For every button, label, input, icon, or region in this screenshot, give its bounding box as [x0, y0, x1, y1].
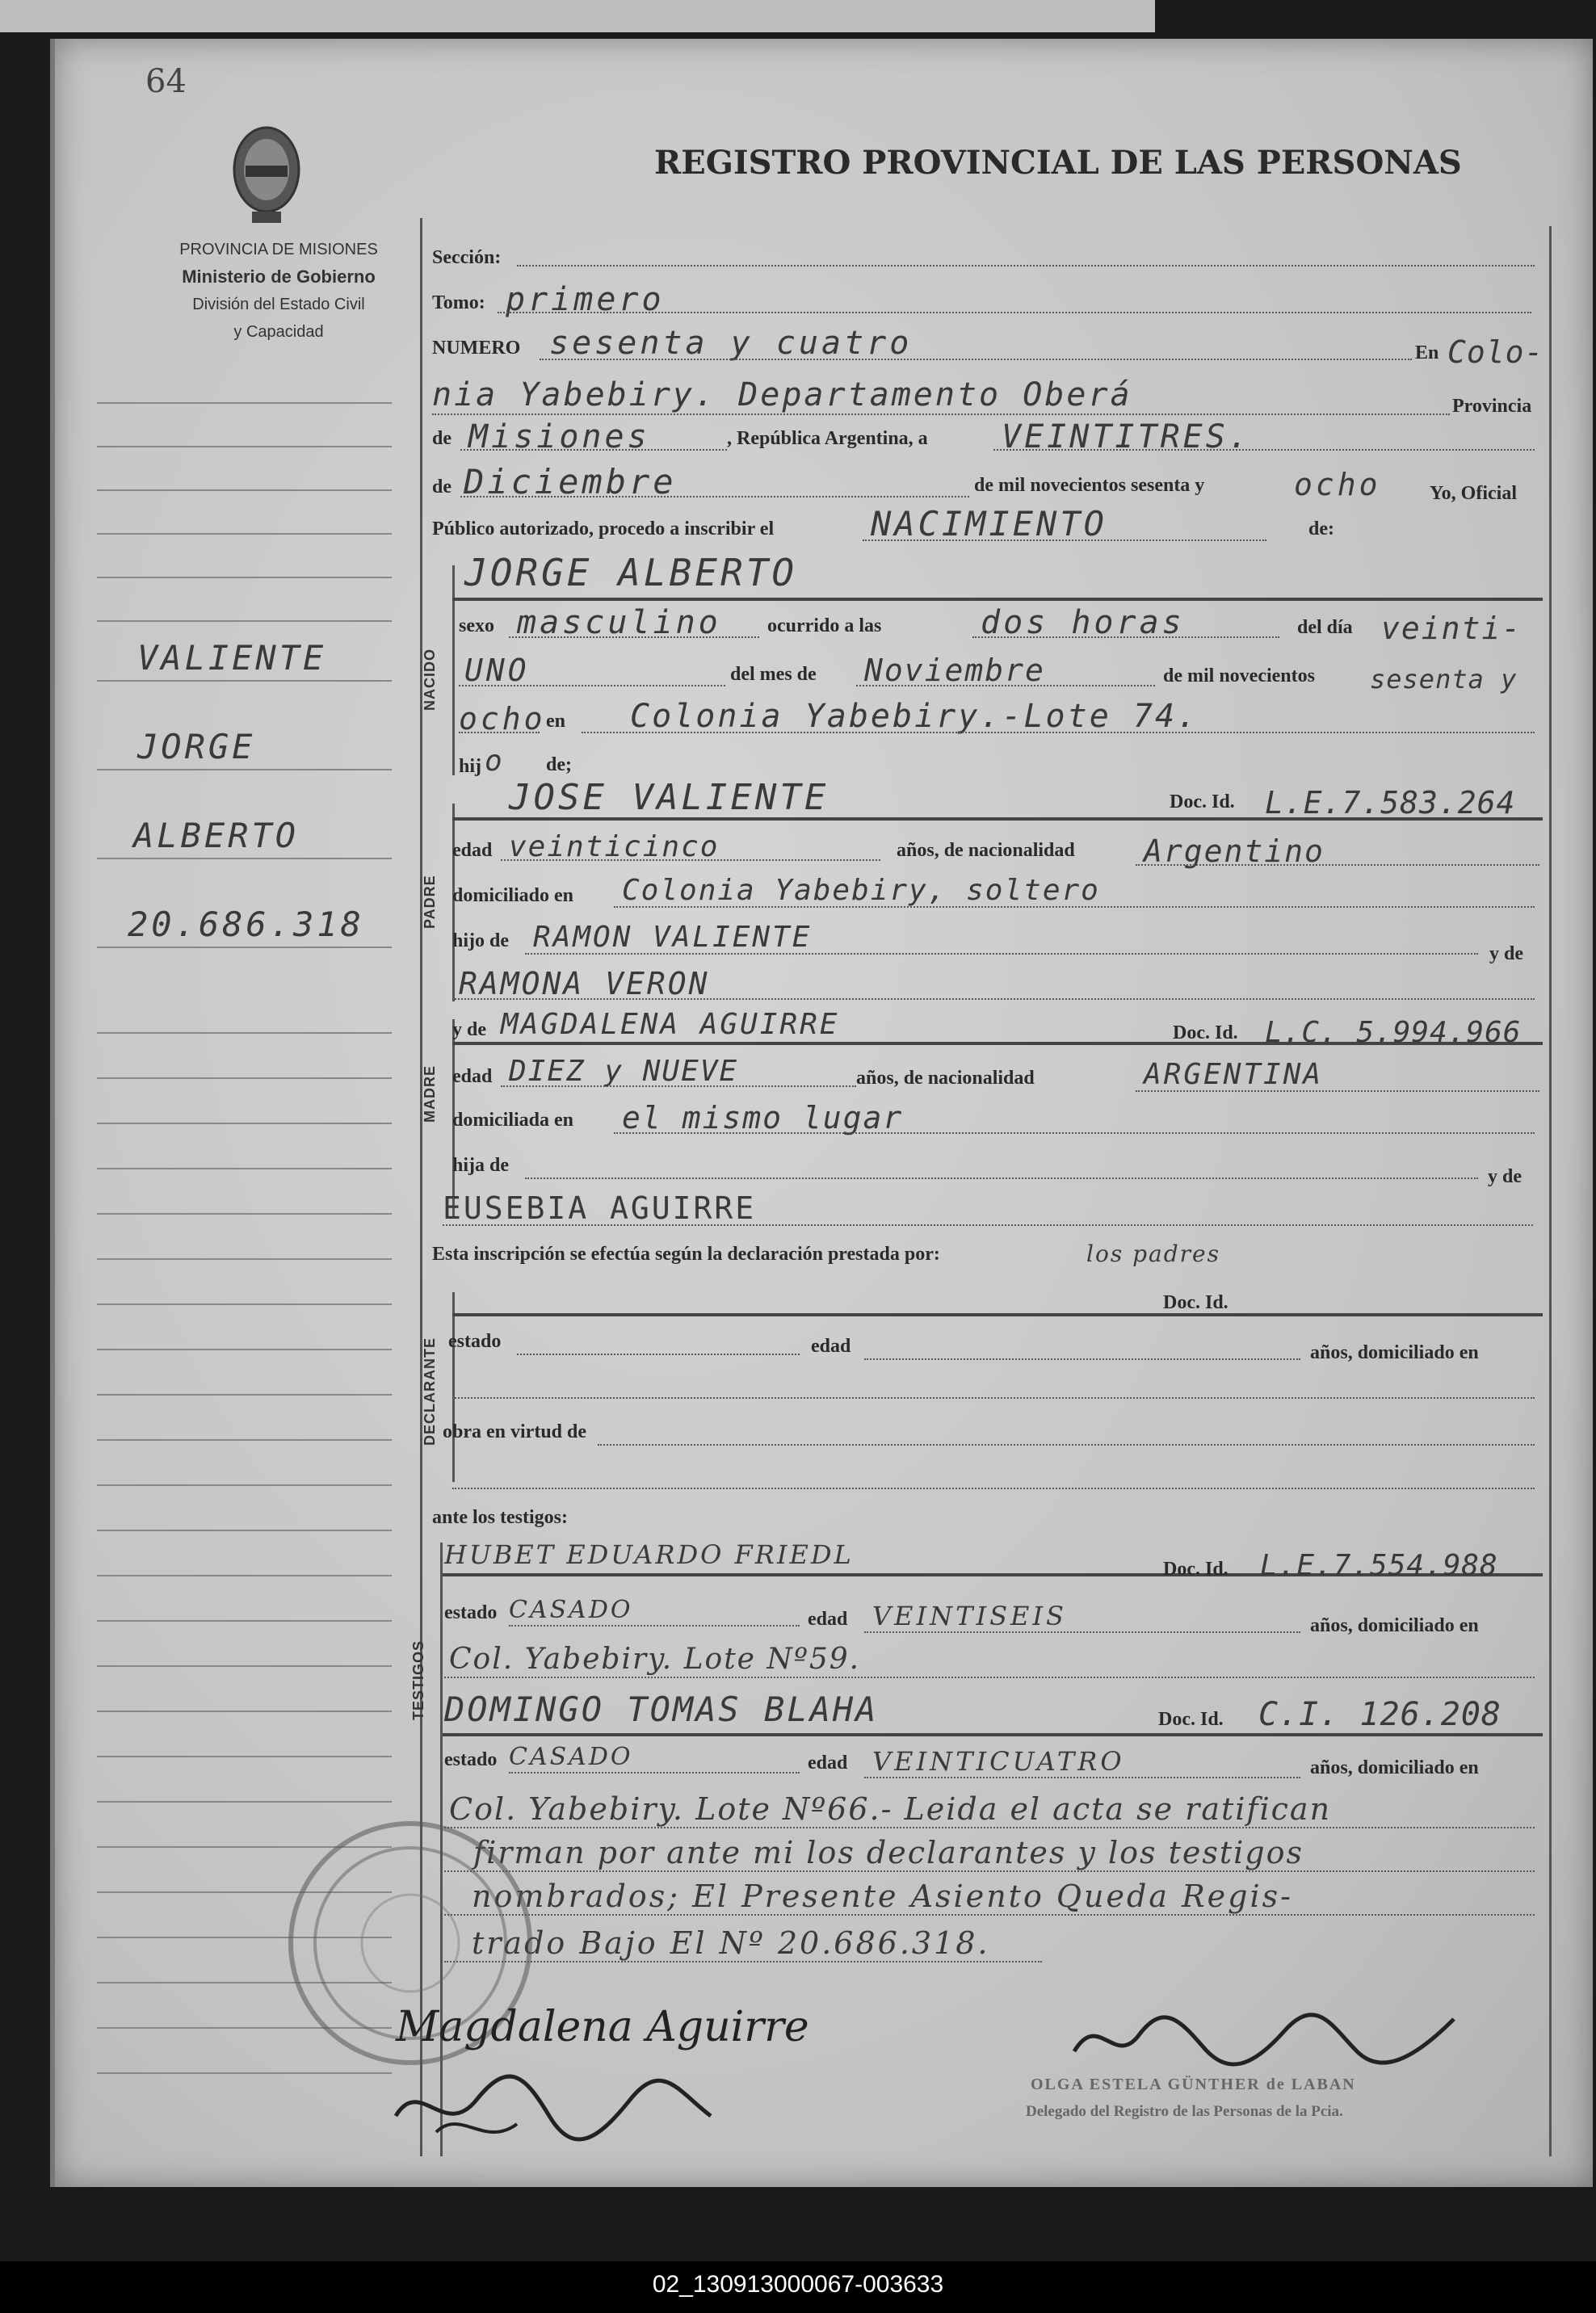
- label-edad-madre: edad: [452, 1066, 493, 1087]
- entry-en-a: Colo-: [1447, 334, 1544, 370]
- entry-cierre-1: firman por ante mi los declarantes y los testigos: [473, 1835, 1304, 1870]
- entry-madre-doc: L.C. 5.994.966: [1265, 1016, 1522, 1049]
- signature-madre: Magdalena Aguirre: [396, 2003, 809, 2051]
- margin-surname: VALIENTE: [137, 638, 327, 678]
- label-anios-dom-testigo1: años, domiciliado en: [1310, 1615, 1479, 1636]
- nacido-border: [452, 565, 455, 775]
- document-title: REGISTRO PROVINCIAL DE LAS PERSONAS: [654, 144, 1462, 182]
- entry-anio: ocho: [1294, 467, 1381, 502]
- label-doc-id-testigo2: Doc. Id.: [1158, 1709, 1224, 1730]
- label-en: En: [1415, 342, 1439, 363]
- label-de-mil-2: de mil novecientos: [1163, 665, 1315, 686]
- label-anios-nac-padre: años, de nacionalidad: [897, 840, 1075, 861]
- label-ocurrido: ocurrido a las: [767, 615, 882, 636]
- office-province: PROVINCIA DE MISIONES: [179, 241, 378, 258]
- label-de: de: [432, 428, 452, 449]
- entry-hijo-suffix: o: [485, 745, 506, 778]
- margin-name-2: ALBERTO: [133, 816, 300, 855]
- entry-cierre-2: nombrados; El Presente Asiento Queda Regis-: [472, 1879, 1293, 1914]
- side-label-nacido: NACIDO: [422, 649, 438, 711]
- label-republica: , República Argentina, a: [727, 428, 928, 449]
- side-label-declarante: DECLARANTE: [422, 1337, 438, 1446]
- page-number: 64: [145, 63, 187, 100]
- label-hijo-de: hijo de: [452, 930, 510, 951]
- coat-of-arms-icon: [228, 121, 305, 226]
- label-doc-id-madre: Doc. Id.: [1173, 1022, 1238, 1043]
- entry-horas: dos horas: [981, 604, 1185, 641]
- signature-scribble-icon: [388, 2059, 727, 2148]
- page-edge: [0, 0, 1155, 32]
- label-y-de: y de: [1489, 943, 1523, 964]
- oficial-name: OLGA ESTELA GÜNTHER de LABAN: [1031, 2076, 1356, 2093]
- label-domiciliado-padre: domiciliado en: [452, 885, 574, 906]
- entry-testigo1-estado: CASADO: [509, 1596, 633, 1624]
- label-estado-declarante: estado: [448, 1331, 502, 1352]
- entry-padre-madre: RAMONA VERON: [459, 966, 710, 1001]
- entry-testigo1-doc: L.E.7.554.988: [1260, 1549, 1498, 1582]
- label-edad-declarante: edad: [811, 1336, 851, 1357]
- entry-madre-nac: ARGENTINA: [1144, 1058, 1324, 1091]
- side-label-madre: MADRE: [422, 1065, 438, 1123]
- label-doc-id-testigo1: Doc. Id.: [1163, 1559, 1228, 1580]
- label-hija-de: hija de: [452, 1155, 510, 1176]
- margin-name-1: JORGE: [137, 727, 256, 766]
- label-de-4: de;: [546, 754, 572, 775]
- label-sexo: sexo: [459, 615, 494, 636]
- entry-madre-madre: EUSEBIA AGUIRRE: [443, 1190, 757, 1226]
- entry-anio-nac-a: sesenta y: [1370, 664, 1518, 695]
- entry-madre: MAGDALENA AGUIRRE: [501, 1008, 840, 1041]
- entry-testigo2-doc: C.I. 126.208: [1258, 1696, 1502, 1733]
- label-numero: NUMERO: [432, 338, 521, 359]
- entry-acto: NACIMIENTO: [871, 504, 1107, 544]
- label-doc-id-padre: Doc. Id.: [1170, 791, 1235, 812]
- entry-sexo: masculino: [517, 604, 721, 641]
- oficial-role: Delegado del Registro de las Personas de la Pcia.: [1026, 2103, 1343, 2120]
- label-doc-id-declarante: Doc. Id.: [1163, 1292, 1228, 1313]
- label-tomo: Tomo:: [432, 292, 485, 313]
- label-del-mes: del mes de: [730, 664, 817, 685]
- entry-padre: JOSE VALIENTE: [509, 777, 830, 818]
- label-de-mil: de mil novecientos sesenta y: [974, 475, 1205, 496]
- label-estado-testigo1: estado: [444, 1602, 498, 1623]
- entry-mes: Diciembre: [464, 462, 677, 502]
- label-hijo: hij: [459, 756, 482, 777]
- entry-dia-nac-a: veinti-: [1381, 611, 1522, 646]
- entry-tomo: primero: [506, 281, 665, 318]
- entry-lugar-nac: Colonia Yabebiry.-Lote 74.: [630, 698, 1199, 735]
- signature-oficial-icon: [1066, 2003, 1470, 2076]
- label-edad-testigo2: edad: [808, 1753, 848, 1774]
- label-seccion: Sección:: [432, 247, 502, 268]
- entry-dia-nac-b: UNO: [464, 653, 530, 688]
- label-del-dia: del día: [1297, 617, 1353, 638]
- entry-testigo2-estado: CASADO: [509, 1743, 633, 1771]
- entry-declarante: los padres: [1086, 1240, 1220, 1267]
- entry-madre-edad: DIEZ y NUEVE: [509, 1055, 739, 1088]
- side-label-padre: PADRE: [422, 875, 438, 929]
- entry-nombre: JORGE ALBERTO: [464, 551, 798, 594]
- label-anios-nac-madre: años, de nacionalidad: [856, 1068, 1035, 1089]
- margin-number: 20.686.318: [128, 905, 364, 944]
- label-publico: Público autorizado, procedo a inscribir el: [432, 518, 775, 539]
- entry-padre-padre: RAMON VALIENTE: [533, 921, 813, 954]
- label-anios-dom-declarante: años, domiciliado en: [1310, 1342, 1479, 1363]
- entry-cierre-3: trado Bajo El Nº 20.686.318.: [472, 1925, 990, 1961]
- entry-anio-nac-b: ocho: [459, 701, 546, 737]
- label-inscripcion: Esta inscripción se efectúa según la declaración prestada por:: [432, 1244, 940, 1265]
- label-y-de-2: y de: [1488, 1166, 1522, 1187]
- label-anios-dom-testigo2: años, domiciliado en: [1310, 1757, 1479, 1778]
- label-yo-oficial: Yo, Oficial: [1430, 483, 1517, 504]
- entry-numero: sesenta y cuatro: [549, 325, 913, 362]
- entry-padre-dom: Colonia Yabebiry, soltero: [622, 874, 1100, 907]
- entry-padre-nac: Argentino: [1144, 833, 1325, 869]
- label-domiciliada: domiciliada en: [452, 1110, 574, 1131]
- label-obra: obra en virtud de: [443, 1421, 587, 1442]
- entry-testigo1-dom: Col. Yabebiry. Lote Nº59.: [449, 1643, 861, 1676]
- entry-testigo2-dom: Col. Yabebiry. Lote Nº66.- Leida el acta se ratifican: [449, 1791, 1332, 1827]
- label-edad-testigo1: edad: [808, 1609, 848, 1630]
- footer-id: 02_130913000067-003633: [652, 2271, 944, 2298]
- office-division: División del Estado Civil: [192, 296, 365, 313]
- entry-padre-edad: veinticinco: [509, 830, 720, 863]
- label-en-2: en: [546, 711, 565, 732]
- label-estado-testigo2: estado: [444, 1749, 498, 1770]
- label-edad-padre: edad: [452, 840, 493, 861]
- entry-testigo2: DOMINGO TOMAS BLAHA: [444, 1690, 879, 1729]
- entry-testigo2-edad: VEINTICUATRO: [872, 1746, 1125, 1777]
- side-label-testigos: TESTIGOS: [410, 1639, 426, 1720]
- entry-dia: VEINTITRES.: [1002, 418, 1251, 455]
- label-de-2: de: [432, 476, 452, 497]
- main-right-border: [1549, 226, 1552, 2156]
- entry-provincia: Misiones: [468, 418, 650, 455]
- entry-madre-dom: el mismo lugar: [622, 1100, 904, 1136]
- label-y-de-madre: y de: [452, 1019, 486, 1040]
- entry-mes-nac: Noviembre: [864, 653, 1045, 688]
- entry-testigo1-edad: VEINTISEIS: [872, 1601, 1067, 1631]
- declarante-border: [452, 1292, 455, 1482]
- label-ante: ante los testigos:: [432, 1507, 568, 1528]
- office-capacity: y Capacidad: [233, 323, 324, 341]
- entry-testigo1: HUBET EDUARDO FRIEDL: [444, 1539, 854, 1570]
- entry-padre-doc: L.E.7.583.264: [1265, 785, 1516, 821]
- label-de-3: de:: [1308, 518, 1334, 539]
- entry-en-b: nia Yabebiry. Departamento Oberá: [432, 376, 1132, 413]
- office-ministry: Ministerio de Gobierno: [182, 267, 376, 287]
- label-provincia: Provincia: [1452, 396, 1532, 417]
